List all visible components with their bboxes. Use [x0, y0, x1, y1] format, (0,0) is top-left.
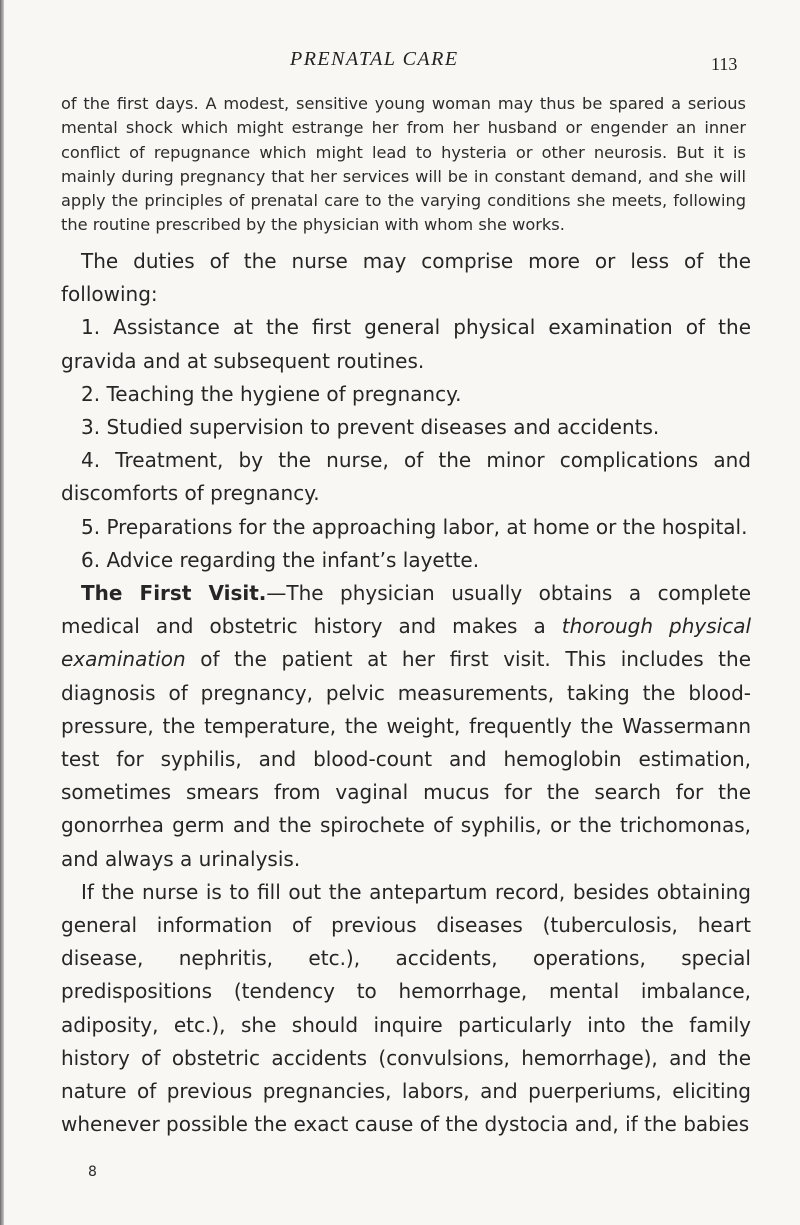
page-number: 113: [711, 54, 738, 74]
running-head: PRENATAL CARE: [290, 48, 459, 70]
page-binding-edge: [0, 0, 4, 1225]
first-visit-heading: The First Visit.: [81, 581, 267, 606]
duty-item-3: 3. Studied supervision to prevent diseases and accidents.: [81, 415, 660, 440]
first-visit-text-after: of the patient at her first visit. This includes the diagnosis of pregnancy, pelvic measurements, taking the blood-pressure, the temperature, the weight, frequently the Wassermann test for syphilis, and blood-count and hemoglobin estimation, sometimes smears from vaginal mucus for the search for the gonorrhea germ and the spirochete of syphilis, or the trichomonas, and always a urinalysis.: [61, 647, 752, 871]
duty-item-2: 2. Teaching the hygiene of pregnancy.: [81, 381, 462, 406]
first-visit-paragraph: [61, 577, 751, 876]
signature-mark: 8: [88, 1164, 97, 1180]
first-visit-text-before: —The physician usually obtains a complete medical and obstetric history and makes a: [61, 581, 751, 639]
opening-paragraph: of the first days. A modest, sensitive young woman may thus be spared a serious mental shock which might estrange her from her husband or engender an inner conflict of repugnance which might lead to hysteria or other neurosis. But it is mainly during pregnancy that her services will be in constant demand, and she will apply the principles of prenatal care to the varying conditions she meets, following the routine prescribed by the physician with whom she works.: [61, 94, 746, 235]
duty-item-6: 6. Advice regarding the infant’s layette.: [81, 547, 480, 572]
page-header: [0, 48, 800, 76]
duties-intro: The duties of the nurse may comprise more or less of the following:: [61, 249, 751, 307]
first-visit-italic: thorough physical examination: [61, 614, 752, 672]
main-body: [61, 245, 751, 1141]
duty-item-1: 1. Assistance at the first general physical examination of the gravida and at subsequent routines.: [61, 315, 751, 373]
duty-item-5: 5. Preparations for the approaching labor, at home or the hospital.: [81, 514, 748, 539]
antepartum-record-paragraph: If the nurse is to fill out the antepartum record, besides obtaining general information of previous diseases (tuberculosis, heart disease, nephritis, etc.), accidents, operations, special predispositions (tendency to hemorrhage, mental imbalance, adiposity, etc.), she should inquire particularly into the family history of obstetric accidents (convulsions, hemorrhage), and the nature of previous pregnancies, labors, and puerperiums, eliciting whenever possible the exact cause of the dystocia and, if the babies: [61, 879, 751, 1137]
duty-item-4: 4. Treatment, by the nurse, of the minor complications and discomforts of pregnancy.: [61, 448, 751, 506]
